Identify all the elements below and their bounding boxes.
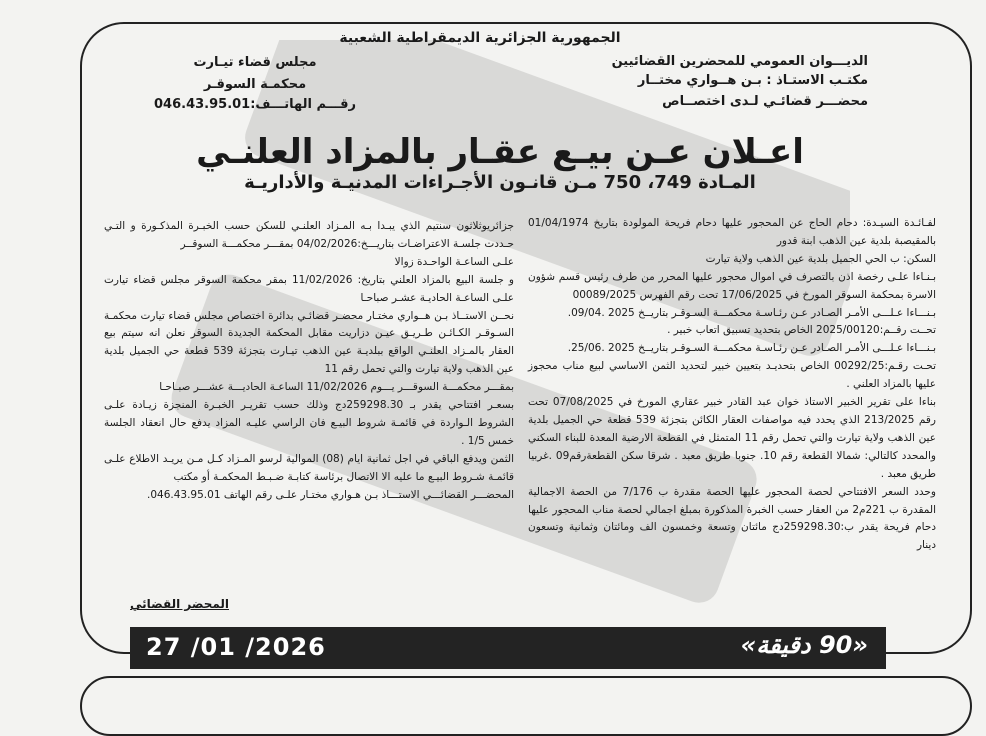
notice-subtitle: المـادة 749، 750 مـن قانـون الأجـراءات المدنيـة والأداريـة <box>244 172 756 193</box>
court-council: مجلس قضاء تيـارت <box>193 55 317 70</box>
paragraph: بناءا على تقرير الخبير الاستاذ خوان عبد القادر خبير عقاري المورخ في 07/08/2025 تحت رقم 213/2025 الذي يحدد فيه مواصفات العقار الكائن بتجزئة 539 قطعة حي الجميل بلدية عين الذهب ولاية تيارت والتي تحمل رقم 11 المتمثل في القطعة الارضية المعدة للبناء السكني والمحدد كالتالي: شمالا القطعة رقم 10. جنوبا طريق معبد . شرقا سكن القطعةرقم09 .غربيا طريق معبد . <box>528 396 936 480</box>
left-text-column <box>104 218 514 505</box>
paragraph: بـنـــاءا عـلـــى الأمـر الصـادر عـن رئـاسـة محكمـــة السـوقـر بتاريــخ 2025 .09/04. <box>567 306 936 319</box>
bailiff-signature: المحضر القضائي <box>130 597 230 611</box>
paragraph: و جلسة البيع بالمزاد العلني بتاريخ: 11/02/2026 بمقر محكمة السوقر مجلس قضاء تيارت علـى الساعـة الحاديـة عشـر صباحـا <box>104 273 515 304</box>
paragraph: وحدد السعر الافتتاحي لحصة المحجور عليها الحصة مقدرة ب 7/176 من الحصة الاجمالية المقدرة ب 221م2 من العقار حسب الخبرة المذكورة بمبلغ اجمالي لحصة مناب المحجور عليها دحام فريحة يقدر ب:259298.30دج مائتان وتسعة وخمسون الف ومائتان وثمانية وتسعون دينار <box>528 485 936 552</box>
paragraph: بسعـر افتتاحي يقدر بـ 259298.30دج وذلك حسب تقريـر الخبـرة المنجزة زيـادة علـى الشروط الـواردة في قائمـة شروط البيـع فان الراسي عليـه المزاد يدفع حال انعقاد الجلسة خمس 1/5 . <box>104 399 514 447</box>
newspaper-brand: «90 دقيقة» <box>740 631 868 659</box>
paragraph: لفـائـدة السيـدة: دحام الحاج عن المحجور عليها دحام فريحة المولودة بتاريخ 01/04/1974 بالمقيصبة بلدية عين الذهب ابنة قدور <box>528 217 936 247</box>
paragraph: بـنـــاءا عـلـــى الأمـر الصـادر عـن رئـاسـة محكمـــة السـوقـر بتاريــخ 2025 .25/06. <box>567 342 936 355</box>
office-jurisdiction: محضـــر قضائـي لـدى اختصــاص <box>662 94 868 109</box>
footer-bar <box>130 627 886 669</box>
paragraph: السكن: ب الحي الجميل بلدية عين الذهب ولاية تيارت <box>705 252 936 265</box>
paragraph: تحــت رقــم:2025/00120 الخاص بتحديد تسبيق اتعاب خبير . <box>667 324 936 337</box>
court-name: محكمـة السوقـر <box>203 77 307 92</box>
republic-heading: الجمهورية الجزائرية الديمقراطية الشعبية <box>339 30 621 46</box>
publication-date: 27 /01 /2026 <box>146 633 326 661</box>
paragraph: تحـت رقـم:00292/25 الخاص بتحديـد بتعيين خبير لتحديد الثمن الاساسي لبيع مناب محجوز عليها بالمزاد العلني . <box>528 360 936 391</box>
paragraph: بـنـاءا علـى رخصة اذن بالتصرف في اموال محجور عليها المحرر من طرف رئيس قسم شؤون الاسرة بمحكمة السوقر المورخ في 17/06/2025 تحت رقم الفهرس 00089/2025 <box>528 270 936 301</box>
office-name: الديـــوان العمومي للمحضرين القضائيين <box>611 54 868 69</box>
office-bailiff: مكتـب الاستـاذ : بـن هــواري مختــار <box>637 73 868 88</box>
paragraph: جزائريوثلاثون سنتيم الذي يبـدا بـه المـزاد العلنـي للسكن حسب الخبـرة المذكـورة و التـي حـددت جلسـة الاعتراضـات بتاريـــخ:04/02/2026 بمقـــر محكمـــة السوقــر <box>104 220 514 250</box>
paragraph: الثمن ويدفع الباقي في اجل ثمانية ايام (08) الموالية لرسو المـزاد كـل مـن يريـد الاطلاع علـى قائمـة شـروط البيـع ما عليه الا الاتصال برئاسة كتابـة ضـبـط المحكمـة أو مكتب <box>104 452 514 483</box>
next-ad-frame <box>80 676 972 736</box>
paragraph: علـى الساعـة الواحـدة زوالا <box>394 255 514 268</box>
paragraph: نحــن الاستــاذ بـن هــواري مختـار محضـر قضائـي بدائرة اختصاص مجلس قضاء تيارت محكمـة السـوقـر الكـائـن طـريـق عيـن دزاريت مقابل المحكمة الجديدة السوقر نعلن انه سيتم بيع العقار بالمـزاد العلنـي الواقع ببلديـة عين الذهب تيـارت بتجزئة 539 قطعة حي الجميل بلدية عين الذهب ولاية تيارت والتي تحمل رقم 11 <box>104 309 515 376</box>
phone-number: رقـــم الهاتـــف:046.43.95.01 <box>154 97 356 112</box>
paragraph: بمقـــر محكمـــة السوقـــر يـــوم 11/02/2026 الساعـة الحاديـــة عشـــر صبـاحـا <box>159 381 514 394</box>
right-text-column <box>528 215 936 555</box>
paragraph: المحضـــر القضائـــي الاستـــاذ بـن هـواري مختـار علـى رقم الهاتف 046.43.95.01. <box>147 488 514 501</box>
notice-title: اعـلان عـن بيـع عقـار بالمزاد العلنـي <box>196 132 804 172</box>
